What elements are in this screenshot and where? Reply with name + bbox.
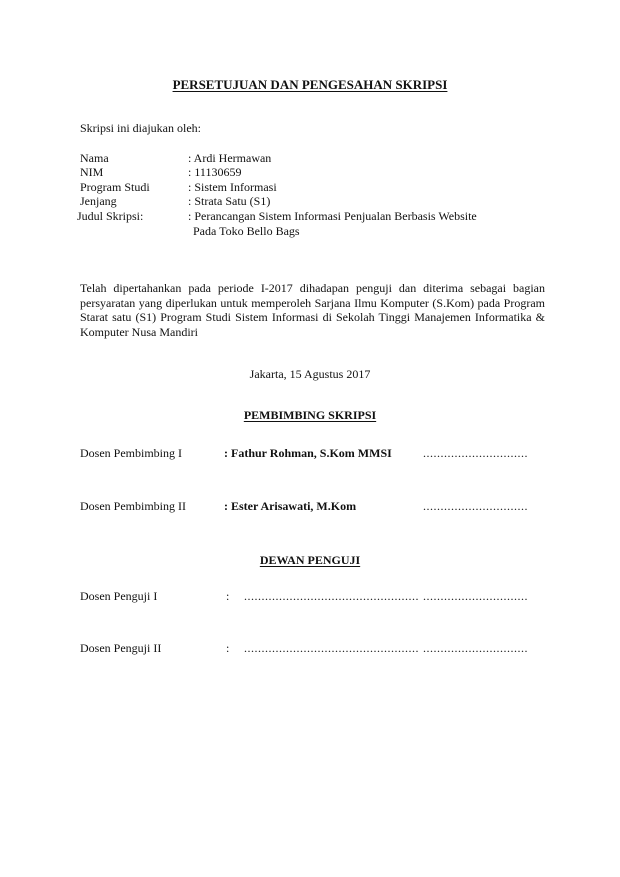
penguji2-signature-line: .............................. [423, 641, 528, 655]
penguji1-signature-line: .............................. [423, 589, 528, 603]
intro-text: Skripsi ini diajukan oleh: [80, 121, 201, 135]
penguji2-label: Dosen Penguji II [80, 641, 162, 655]
jenjang-value: : Strata Satu (S1) [188, 194, 271, 208]
dosen1-signature-line: .............................. [423, 446, 528, 460]
prodi-label: Program Studi [80, 180, 150, 194]
dosen2-value: : Ester Arisawati, M.Kom [224, 499, 357, 513]
prodi-value: : Sistem Informasi [188, 180, 277, 194]
dosen1-label: Dosen Pembimbing I [80, 446, 182, 460]
approval-paragraph: Telah dipertahankan pada periode I-2017 dihadapan penguji dan diterima sebagai bagian persyaratan yang diperlukan untuk memperoleh Sarjana Ilmu Komputer (S.Kom) pada Program Starat satu (S1) Program Studi Sistem Informasi di Sekolah Tinggi Manajemen Informatika & Komputer Nusa Mandiri [80, 281, 545, 339]
penguji2-name-line: .................................................. [244, 641, 419, 655]
penguji2-colon: : [226, 641, 230, 655]
jenjang-label: Jenjang [80, 194, 117, 208]
dosen1-value: : Fathur Rohman, S.Kom MMSI [224, 446, 392, 460]
name-value: : Ardi Hermawan [188, 151, 272, 165]
pembimbing-heading: PEMBIMBING SKRIPSI [243, 408, 377, 422]
penguji1-colon: : [226, 589, 230, 603]
nim-value: : 11130659 [188, 165, 242, 179]
penguji-heading: DEWAN PENGUJI [259, 553, 361, 567]
judul-label: Judul Skripsi: [77, 209, 144, 223]
place-date: Jakarta, 15 Agustus 2017 [249, 367, 371, 381]
penguji1-label: Dosen Penguji I [80, 589, 158, 603]
page-title: PERSETUJUAN DAN PENGESAHAN SKRIPSI [172, 77, 448, 92]
dosen2-label: Dosen Pembimbing II [80, 499, 186, 513]
nim-label: NIM [80, 165, 104, 179]
judul-value-line1: : Perancangan Sistem Informasi Penjualan Berbasis Website [188, 209, 477, 223]
judul-value-line2: Pada Toko Bello Bags [193, 224, 300, 238]
penguji1-name-line: .................................................. [244, 589, 419, 603]
name-label: Nama [80, 151, 109, 165]
dosen2-signature-line: .............................. [423, 499, 528, 513]
